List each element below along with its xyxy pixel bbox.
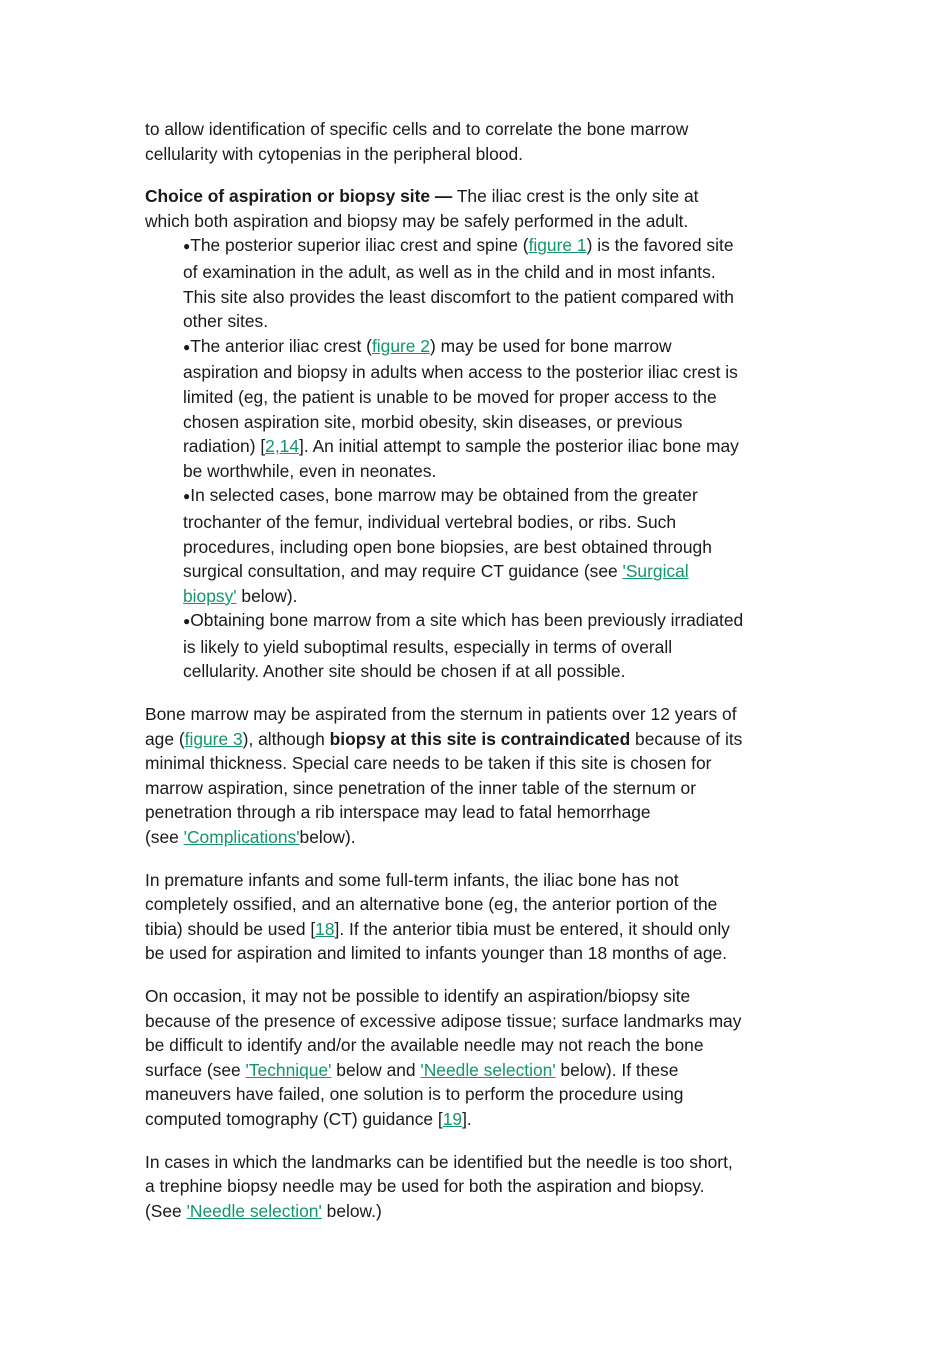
list-item: ●In selected cases, bone marrow may be obtained from the greater trochanter of the femur, individual vertebral bodies, or ribs. Such procedures, including open bone biopsies, are best obtained through surgical consultation, and may require CT guidance (see 'Surgical biopsy' below). — [183, 485, 712, 606]
bullet-icon: ● — [183, 339, 191, 354]
premature-paragraph: In premature infants and some full-term infants, the iliac bone has not completely ossified, and an alternative bone (eg, the anterior portion of the tibia) should be used [18]. If the anterior tibia must be entered, it should only be used for aspiration and limited to infants younger than 18 months of age. — [145, 869, 730, 964]
landmarks-paragraph: In cases in which the landmarks can be identified but the needle is too short, a trephine biopsy needle may be used for both the aspiration and biopsy. (See 'Needle selection' below.) — [145, 1151, 733, 1221]
link-surgical-biopsy[interactable]: biopsy' — [183, 585, 237, 606]
link-surgical-biopsy[interactable]: 'Surgical — [622, 561, 689, 582]
list-item: ●The anterior iliac crest (figure 2) may be used for bone marrow aspiration and biopsy in adults when access to the posterior iliac crest is limited (eg, the patient is unable to be moved for proper access to the chosen aspiration site, morbid obesity, skin diseases, or previous radiation) [2,14]. An initial attempt to sample the posterior iliac bone may be worthwhile, even in neonates. — [183, 335, 739, 481]
list-item: ●Obtaining bone marrow from a site which has been previously irradiated is likely to yield suboptimal results, especially in terms of overall cellularity. Another site should be chosen if at all possible. — [183, 610, 744, 682]
link-technique[interactable]: 'Technique' — [245, 1059, 332, 1080]
text-line: cellularity with cytopenias in the peripheral blood. — [145, 143, 523, 164]
bullet-list — [145, 233, 815, 684]
sternum-paragraph: Bone marrow may be aspirated from the sternum in patients over 12 years of age (figure 3), although biopsy at this site is contraindicated because of its minimal thickness. Special care needs to be taken if this site is chosen for marrow aspiration, since penetration of the inner table of the sternum or penetration through a rib interspace may lead to fatal hemorrhage (see 'Complications'below). — [145, 704, 743, 848]
link-figure-2[interactable]: figure 2 — [371, 335, 430, 356]
section-heading: Choice of aspiration or biopsy site — — [145, 186, 453, 207]
link-figure-3[interactable]: figure 3 — [184, 728, 243, 749]
text-line: to allow identification of specific cells and to correlate the bone marrow — [145, 119, 689, 139]
citation-link[interactable]: 2,14 — [265, 436, 300, 457]
emphasis-text: biopsy at this site is contraindicated — [329, 728, 631, 749]
bullet-icon: ● — [183, 489, 191, 504]
link-complications[interactable]: 'Complications' — [183, 827, 300, 848]
link-needle-selection[interactable]: 'Needle selection' — [186, 1200, 322, 1221]
bullet-icon: ● — [183, 614, 191, 629]
citation-link[interactable]: 19 — [442, 1108, 463, 1129]
intro-paragraph — [145, 117, 815, 166]
document-page — [145, 117, 815, 1223]
site-section: Choice of aspiration or biopsy site — The iliac crest is the only site at which both aspiration and biopsy may be safely performed in the adult. ●The posterior superior iliac crest and spine (figure 1) is the favored site of examination in the adult, as well as in the child and in most infants. This site also provides the least discomfort to the patient compared with other sites. ●The anterior iliac crest (figure 2) may be used for bone marrow aspiration and biopsy in adults when access to the posterior iliac crest is limited (eg, the patient is unable to be moved for proper access to the chosen aspiration site, morbid obesity, skin diseases, or previous radiation) [2,14]. An initial attempt to sample the posterior iliac bone may be worthwhile, even in neonates. ●In selected cases, bone marrow may be obtained from the greater trochanter of the femur, individual vertebral bodies, or ribs. Such procedures, including open bone biopsies, are best obtained through surgical consultation, and may require CT guidance (see 'Surgical biopsy' below). ●Obtaining bone marrow from a site which has been previously irradiated is likely to yield suboptimal results, especially in terms of overall cellularity. Another site should be chosen if at all possible. — [145, 184, 815, 684]
link-needle-selection[interactable]: 'Needle selection' — [420, 1059, 556, 1080]
bullet-icon: ● — [183, 239, 191, 254]
citation-link[interactable]: 18 — [315, 918, 335, 939]
list-item: ●The posterior superior iliac crest and spine (figure 1) is the favored site of examination in the adult, as well as in the child and in most infants. This site also provides the least discomfort to the patient compared with other sites. — [183, 235, 734, 332]
link-figure-1[interactable]: figure 1 — [528, 235, 587, 256]
occasion-paragraph: On occasion, it may not be possible to identify an aspiration/biopsy site because of the presence of excessive adipose tissue; surface landmarks may be difficult to identify and/or the available needle may not reach the bone surface (see 'Technique' below and 'Needle selection' below). If these maneuvers have failed, one solution is to perform the procedure using computed tomography (CT) guidance [19]. — [145, 986, 742, 1129]
